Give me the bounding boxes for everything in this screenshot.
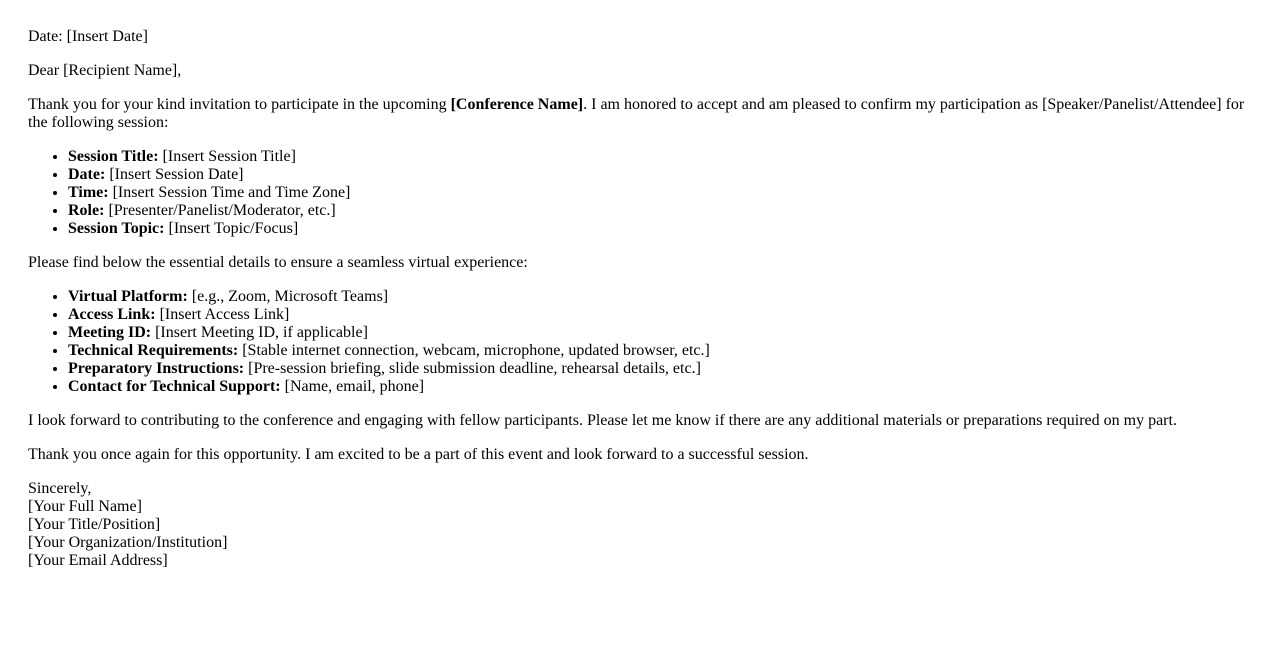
list-item bbox=[68, 306, 1250, 324]
conference-name: [Conference Name] bbox=[450, 96, 584, 113]
session-title-value: [Insert Session Title] bbox=[158, 148, 296, 165]
technical-support-value: [Name, email, phone] bbox=[280, 378, 425, 395]
session-role-value: [Presenter/Panelist/Moderator, etc.] bbox=[104, 202, 336, 219]
session-details-list bbox=[28, 148, 1250, 238]
session-role-label: Role: bbox=[68, 202, 105, 219]
list-item bbox=[68, 378, 1250, 396]
virtual-platform-label: Virtual Platform: bbox=[68, 288, 188, 305]
list-item bbox=[68, 184, 1250, 202]
virtual-details-list bbox=[28, 288, 1250, 396]
session-date-value: [Insert Session Date] bbox=[105, 166, 244, 183]
list-item bbox=[68, 342, 1250, 360]
intro-paragraph bbox=[28, 96, 1250, 132]
session-date-label: Date: bbox=[68, 166, 106, 183]
technical-support-label: Contact for Technical Support: bbox=[68, 378, 281, 395]
closing-paragraph-1: I look forward to contributing to the conference and engaging with fellow participants. Please let me know if there are any additional materials or preparations required on my part. bbox=[28, 412, 1177, 429]
list-item bbox=[68, 288, 1250, 306]
list-item bbox=[68, 148, 1250, 166]
signature-name: [Your Full Name] bbox=[28, 498, 142, 515]
session-time-value: [Insert Session Time and Time Zone] bbox=[108, 184, 351, 201]
signature-organization: [Your Organization/Institution] bbox=[28, 534, 228, 551]
list-item bbox=[68, 166, 1250, 184]
signoff: Sincerely, bbox=[28, 480, 92, 497]
intro-text-before: Thank you for your kind invitation to participate in the upcoming bbox=[28, 96, 451, 113]
intro-text-after: . I am honored to accept and am pleased to confirm my participation as [Speaker/Panelist/Attendee] for the following session: bbox=[28, 96, 1245, 131]
virtual-platform-value: [e.g., Zoom, Microsoft Teams] bbox=[187, 288, 389, 305]
preparatory-instructions-value: [Pre-session briefing, slide submission deadline, rehearsal details, etc.] bbox=[244, 360, 701, 377]
closing-paragraph-2: Thank you once again for this opportunity. I am excited to be a part of this event and look forward to a successful session. bbox=[28, 446, 809, 463]
meeting-id-value: [Insert Meeting ID, if applicable] bbox=[151, 324, 368, 341]
technical-requirements-label: Technical Requirements: bbox=[68, 342, 239, 359]
greeting: Dear [Recipient Name], bbox=[28, 62, 182, 79]
access-link-label: Access Link: bbox=[68, 306, 156, 323]
meeting-id-label: Meeting ID: bbox=[68, 324, 152, 341]
technical-requirements-value: [Stable internet connection, webcam, microphone, updated browser, etc.] bbox=[238, 342, 710, 359]
session-title-label: Session Title: bbox=[68, 148, 159, 165]
preparatory-instructions-label: Preparatory Instructions: bbox=[68, 360, 245, 377]
details-intro: Please find below the essential details to ensure a seamless virtual experience: bbox=[28, 254, 528, 271]
signature-email: [Your Email Address] bbox=[28, 552, 168, 569]
session-topic-label: Session Topic: bbox=[68, 220, 165, 237]
list-item bbox=[68, 324, 1250, 342]
session-time-label: Time: bbox=[68, 184, 109, 201]
list-item bbox=[68, 360, 1250, 378]
access-link-value: [Insert Access Link] bbox=[155, 306, 290, 323]
signature-title: [Your Title/Position] bbox=[28, 516, 161, 533]
list-item bbox=[68, 202, 1250, 220]
session-topic-value: [Insert Topic/Focus] bbox=[164, 220, 299, 237]
signature-block bbox=[28, 480, 1250, 570]
list-item bbox=[68, 220, 1250, 238]
date-line: Date: [Insert Date] bbox=[28, 28, 148, 45]
